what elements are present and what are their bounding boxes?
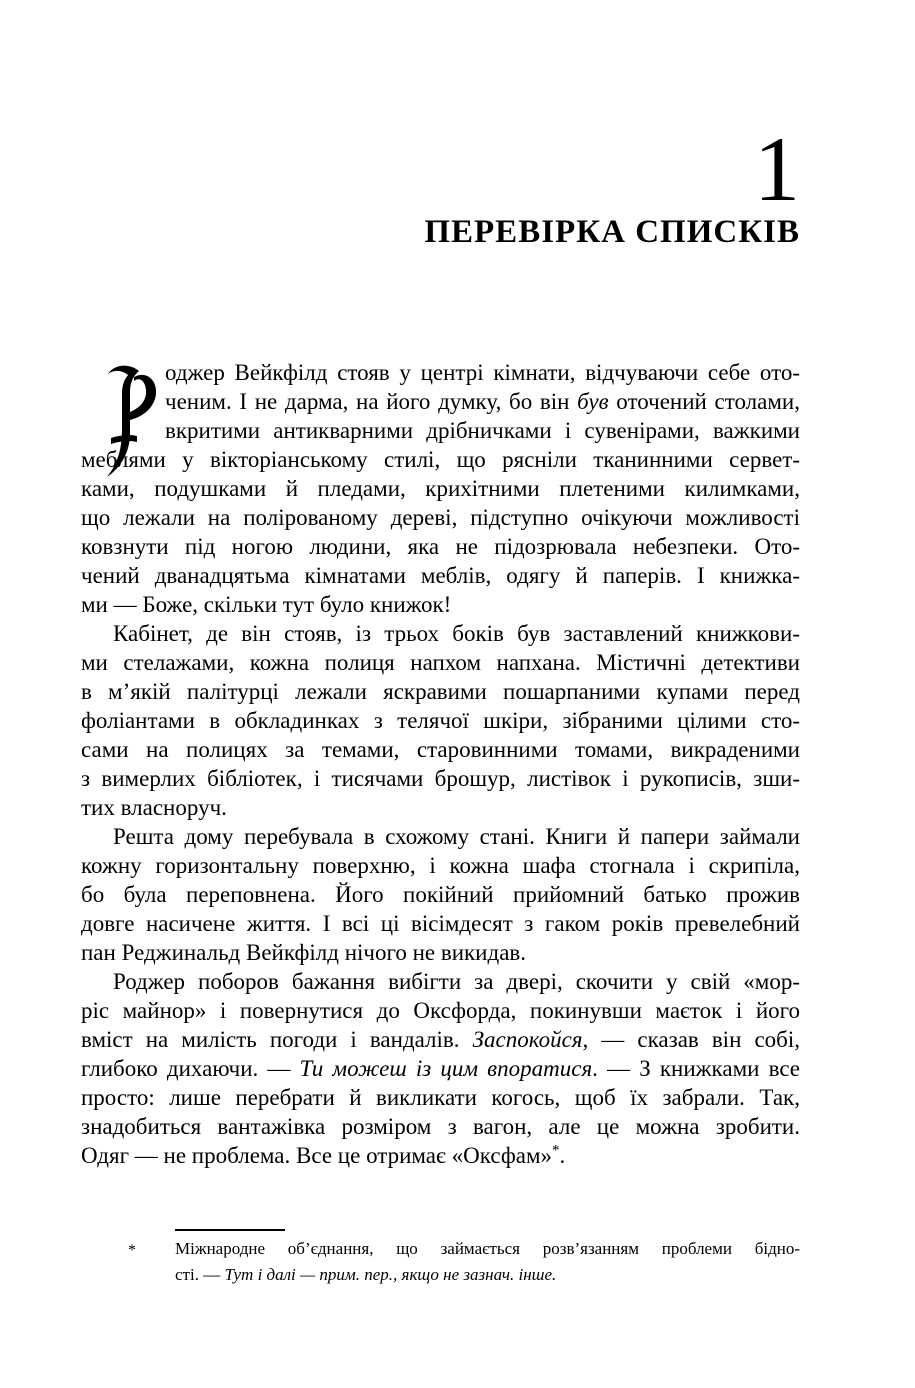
text-segment: кожну горизонтальну поверхню, і кожна шафа стогнала і скрипіла,	[81, 853, 800, 878]
text-segment: сті. —	[175, 1265, 225, 1284]
text-segment: вкритими антикварними дрібничками і сувенірами, важкими	[165, 418, 800, 443]
text-line	[81, 735, 800, 764]
paragraph	[81, 822, 800, 967]
text-line	[81, 706, 800, 735]
text-segment: оточений столами,	[608, 389, 800, 414]
paragraph	[81, 619, 800, 822]
text-line	[81, 677, 800, 706]
text-segment: ковзнути під ногою людини, яка не підозрювала небезпеки. Ото-	[81, 534, 800, 559]
text-segment: просто: лише перебрати й викликати когось, щоб їх забрали. Так,	[81, 1085, 800, 1110]
footnote-reference-marker: *	[552, 1142, 560, 1159]
italic-text: Тут і далі — прим. пер., якщо не зазнач. інше.	[224, 1265, 557, 1284]
text-segment: Одяг — не проблема. Все це отримає «Оксфам»	[81, 1143, 553, 1168]
footnote-marker: *	[128, 1242, 136, 1259]
italic-text: Ти можеш із цим впоратися	[299, 1056, 593, 1081]
text-segment: ми стелажами, кожна полиця напхом напхана. Містичні детективи	[81, 650, 800, 675]
text-segment: ми — Боже, скільки тут було книжок!	[81, 592, 452, 617]
text-line	[81, 532, 800, 561]
text-line	[165, 358, 800, 387]
text-line	[81, 474, 800, 503]
text-line	[81, 793, 800, 822]
text-line	[81, 880, 800, 909]
text-segment: , — сказав він собі,	[582, 1027, 800, 1052]
text-segment: знадобиться вантажівка розміром з вагон, але це можна зробити.	[81, 1114, 800, 1139]
text-line	[165, 387, 800, 416]
text-line	[81, 938, 800, 967]
body-text	[81, 358, 800, 1170]
paragraph	[81, 358, 800, 619]
chapter-title: ПЕРЕВІРКА СПИСКІВ	[424, 214, 800, 250]
text-segment: довге насичене життя. І всі ці вісімдесят з гаком років превелебний	[81, 911, 800, 936]
chapter-number: 1	[754, 118, 800, 220]
text-line	[81, 851, 800, 880]
text-line	[81, 1083, 800, 1112]
text-segment: Міжнародне об’єднання, що займається розв’язанням проблеми бідно-	[175, 1239, 800, 1258]
text-line	[81, 619, 800, 648]
text-line	[81, 503, 800, 532]
text-segment: Роджер поборов бажання вибігти за двері, скочити у свій «мор-	[113, 969, 800, 994]
italic-text: Заспокойся	[472, 1027, 583, 1052]
text-segment: .	[559, 1143, 566, 1168]
text-line	[81, 967, 800, 996]
text-segment: Решта дому перебувала в схожому стані. Книги й папери займали	[113, 824, 800, 849]
text-segment: в м’якій палітурці лежали яскравими пошарпаними купами перед	[81, 679, 800, 704]
text-segment: пан Реджинальд Вейкфілд нічого не викидав.	[81, 940, 527, 965]
text-line	[81, 648, 800, 677]
text-line	[81, 590, 800, 619]
text-line	[81, 1141, 800, 1170]
text-line	[81, 1112, 800, 1141]
text-line	[175, 1262, 800, 1288]
text-segment: сами на полицях за темами, старовинними томами, викраденими	[81, 737, 800, 762]
text-line	[81, 822, 800, 851]
text-line	[81, 764, 800, 793]
italic-text: був	[577, 389, 609, 414]
text-segment: що лежали на полірованому дереві, підступно очікуючи можливості	[81, 505, 800, 530]
text-segment: ріс майнор» і повернутися до Оксфорда, покинувши маєток і його	[81, 998, 800, 1023]
text-segment: тих власноруч.	[81, 795, 227, 820]
text-line	[165, 416, 800, 445]
text-line	[81, 1054, 800, 1083]
text-segment: бо була переповнена. Його покійний прийомний батько прожив	[81, 882, 800, 907]
text-line	[81, 909, 800, 938]
text-line	[81, 1025, 800, 1054]
text-segment: Кабінет, де він стояв, із трьох боків був заставлений книжкови-	[113, 621, 800, 646]
text-line	[175, 1236, 800, 1262]
text-segment: фоліантами в обкладинках з телячої шкіри, зібраними цілими сто-	[81, 708, 800, 733]
paragraph	[81, 967, 800, 1170]
text-segment: чений дванадцятьма кімнатами меблів, одягу й паперів. І книжка-	[81, 563, 800, 588]
text-segment: . — З книжками все	[592, 1056, 801, 1081]
text-segment: оджер Вейкфілд стояв у центрі кімнати, відчуваючи себе ото-	[165, 360, 800, 385]
footnote-text	[175, 1236, 800, 1288]
text-segment: вміст на милість погоди і вандалів.	[81, 1027, 473, 1052]
footnote-separator-rule	[175, 1229, 285, 1231]
text-line	[81, 561, 800, 590]
text-segment: ченим. І не дарма, на його думку, бо він	[165, 389, 578, 414]
text-segment: з вимерлих бібліотек, і тисячами брошур, листівок і рукописів, зши-	[81, 766, 800, 791]
text-segment: меблями у вікторіанському стилі, що рясніли тканинними сервет-	[81, 447, 800, 472]
text-segment: глибоко дихаючи. —	[81, 1056, 300, 1081]
text-segment: ками, подушками й пледами, крихітними плетеними килимками,	[81, 476, 800, 501]
text-line	[81, 445, 800, 474]
text-line	[81, 996, 800, 1025]
